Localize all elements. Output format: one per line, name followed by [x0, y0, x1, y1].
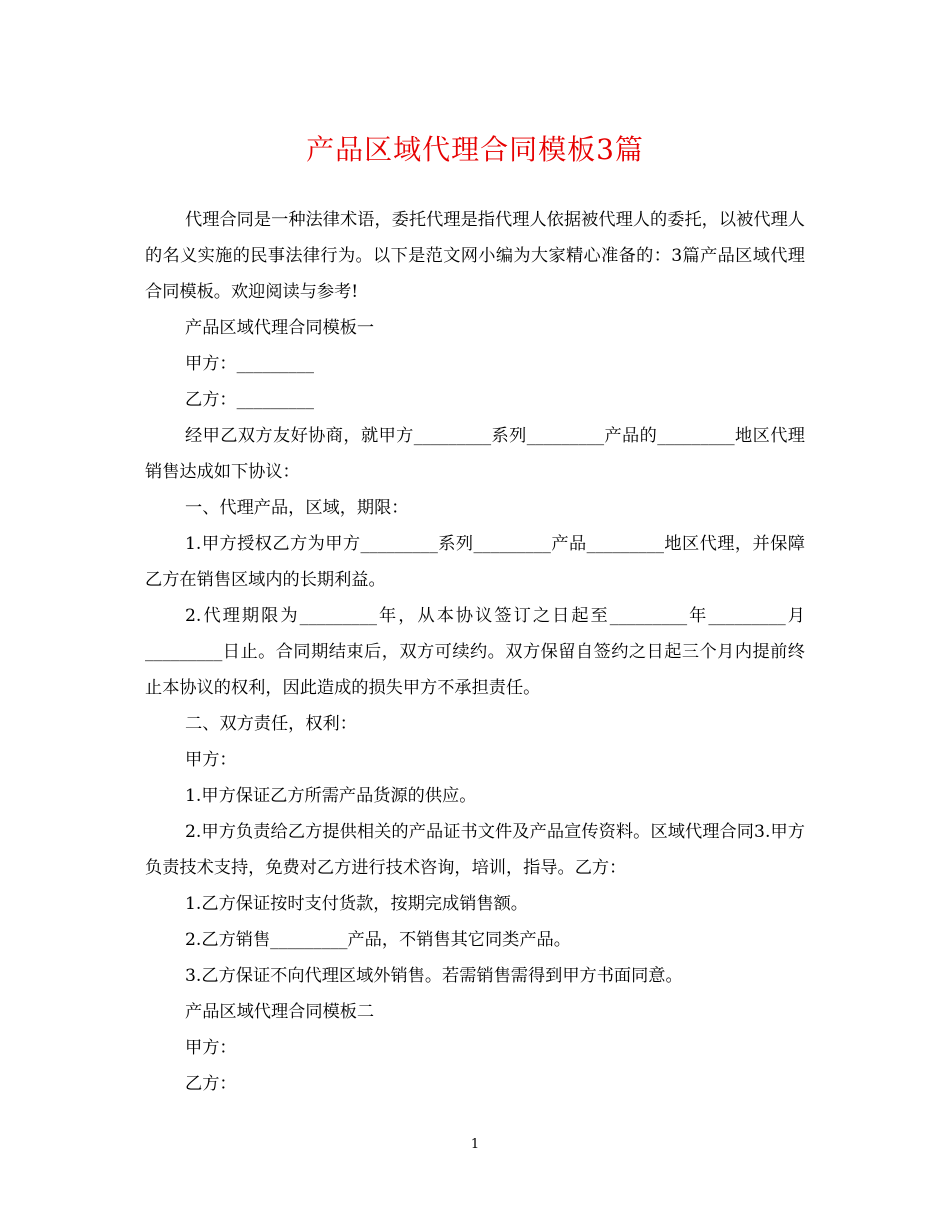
intro-paragraph: 代理合同是一种法律术语，委托代理是指代理人依据被代理人的委托，以被代理人的名义实施的民事法律行为。以下是范文网小编为大家精心准备的：3篇产品区域代理合同模板。欢迎阅读与参考!: [145, 210, 805, 302]
party-b-duty-1: 1.乙方保证按时支付货款，按期完成销售额。: [185, 894, 528, 914]
party-a-duty-1: 1.甲方保证乙方所需产品货源的供应。: [185, 786, 477, 806]
party-a-heading: 甲方：: [185, 750, 237, 770]
party-b-duty-3: 3.乙方保证不向代理区域外销售。若需销售需得到甲方书面同意。: [185, 966, 683, 986]
section-heading-template-two: 产品区域代理合同模板二: [185, 1002, 375, 1022]
clause-heading-one: 一、代理产品，区域，期限：: [185, 498, 409, 518]
section-heading-template-one: 产品区域代理合同模板一: [185, 318, 375, 338]
document-title: 产品区域代理合同模板3篇: [306, 133, 644, 166]
page-number: 1: [470, 1137, 480, 1152]
clause-1-1: 1.甲方授权乙方为甲方_________系列_________产品_________地区代理，并保障乙方在销售区域内的长期利益。: [145, 534, 805, 590]
clause-heading-two: 二、双方责任，权利：: [185, 714, 357, 734]
clause-1-2: 2.代理期限为_________年，从本协议签订之日起至_________年_________月_________日止。合同期结束后，双方可续约。双方保留自签约之日起三个月内提前终止本协议的权利，因此造成的损失甲方不承担责任。: [145, 606, 805, 698]
party-a-line-two: 甲方：: [185, 1038, 237, 1058]
agreement-paragraph: 经甲乙双方友好协商，就甲方_________系列_________产品的_________地区代理销售达成如下协议：: [145, 426, 805, 482]
document-body: [145, 202, 805, 1102]
party-a-duty-2: 2.甲方负责给乙方提供相关的产品证书文件及产品宣传资料。区域代理合同3.甲方负责技术支持，免费对乙方进行技术咨询，培训，指导。乙方：: [145, 822, 805, 878]
party-a-line: 甲方：_________: [185, 354, 314, 374]
party-b-line: 乙方：_________: [185, 390, 314, 410]
party-b-duty-2: 2.乙方销售_________产品，不销售其它同类产品。: [185, 930, 571, 950]
party-b-line-two: 乙方：: [185, 1074, 237, 1094]
